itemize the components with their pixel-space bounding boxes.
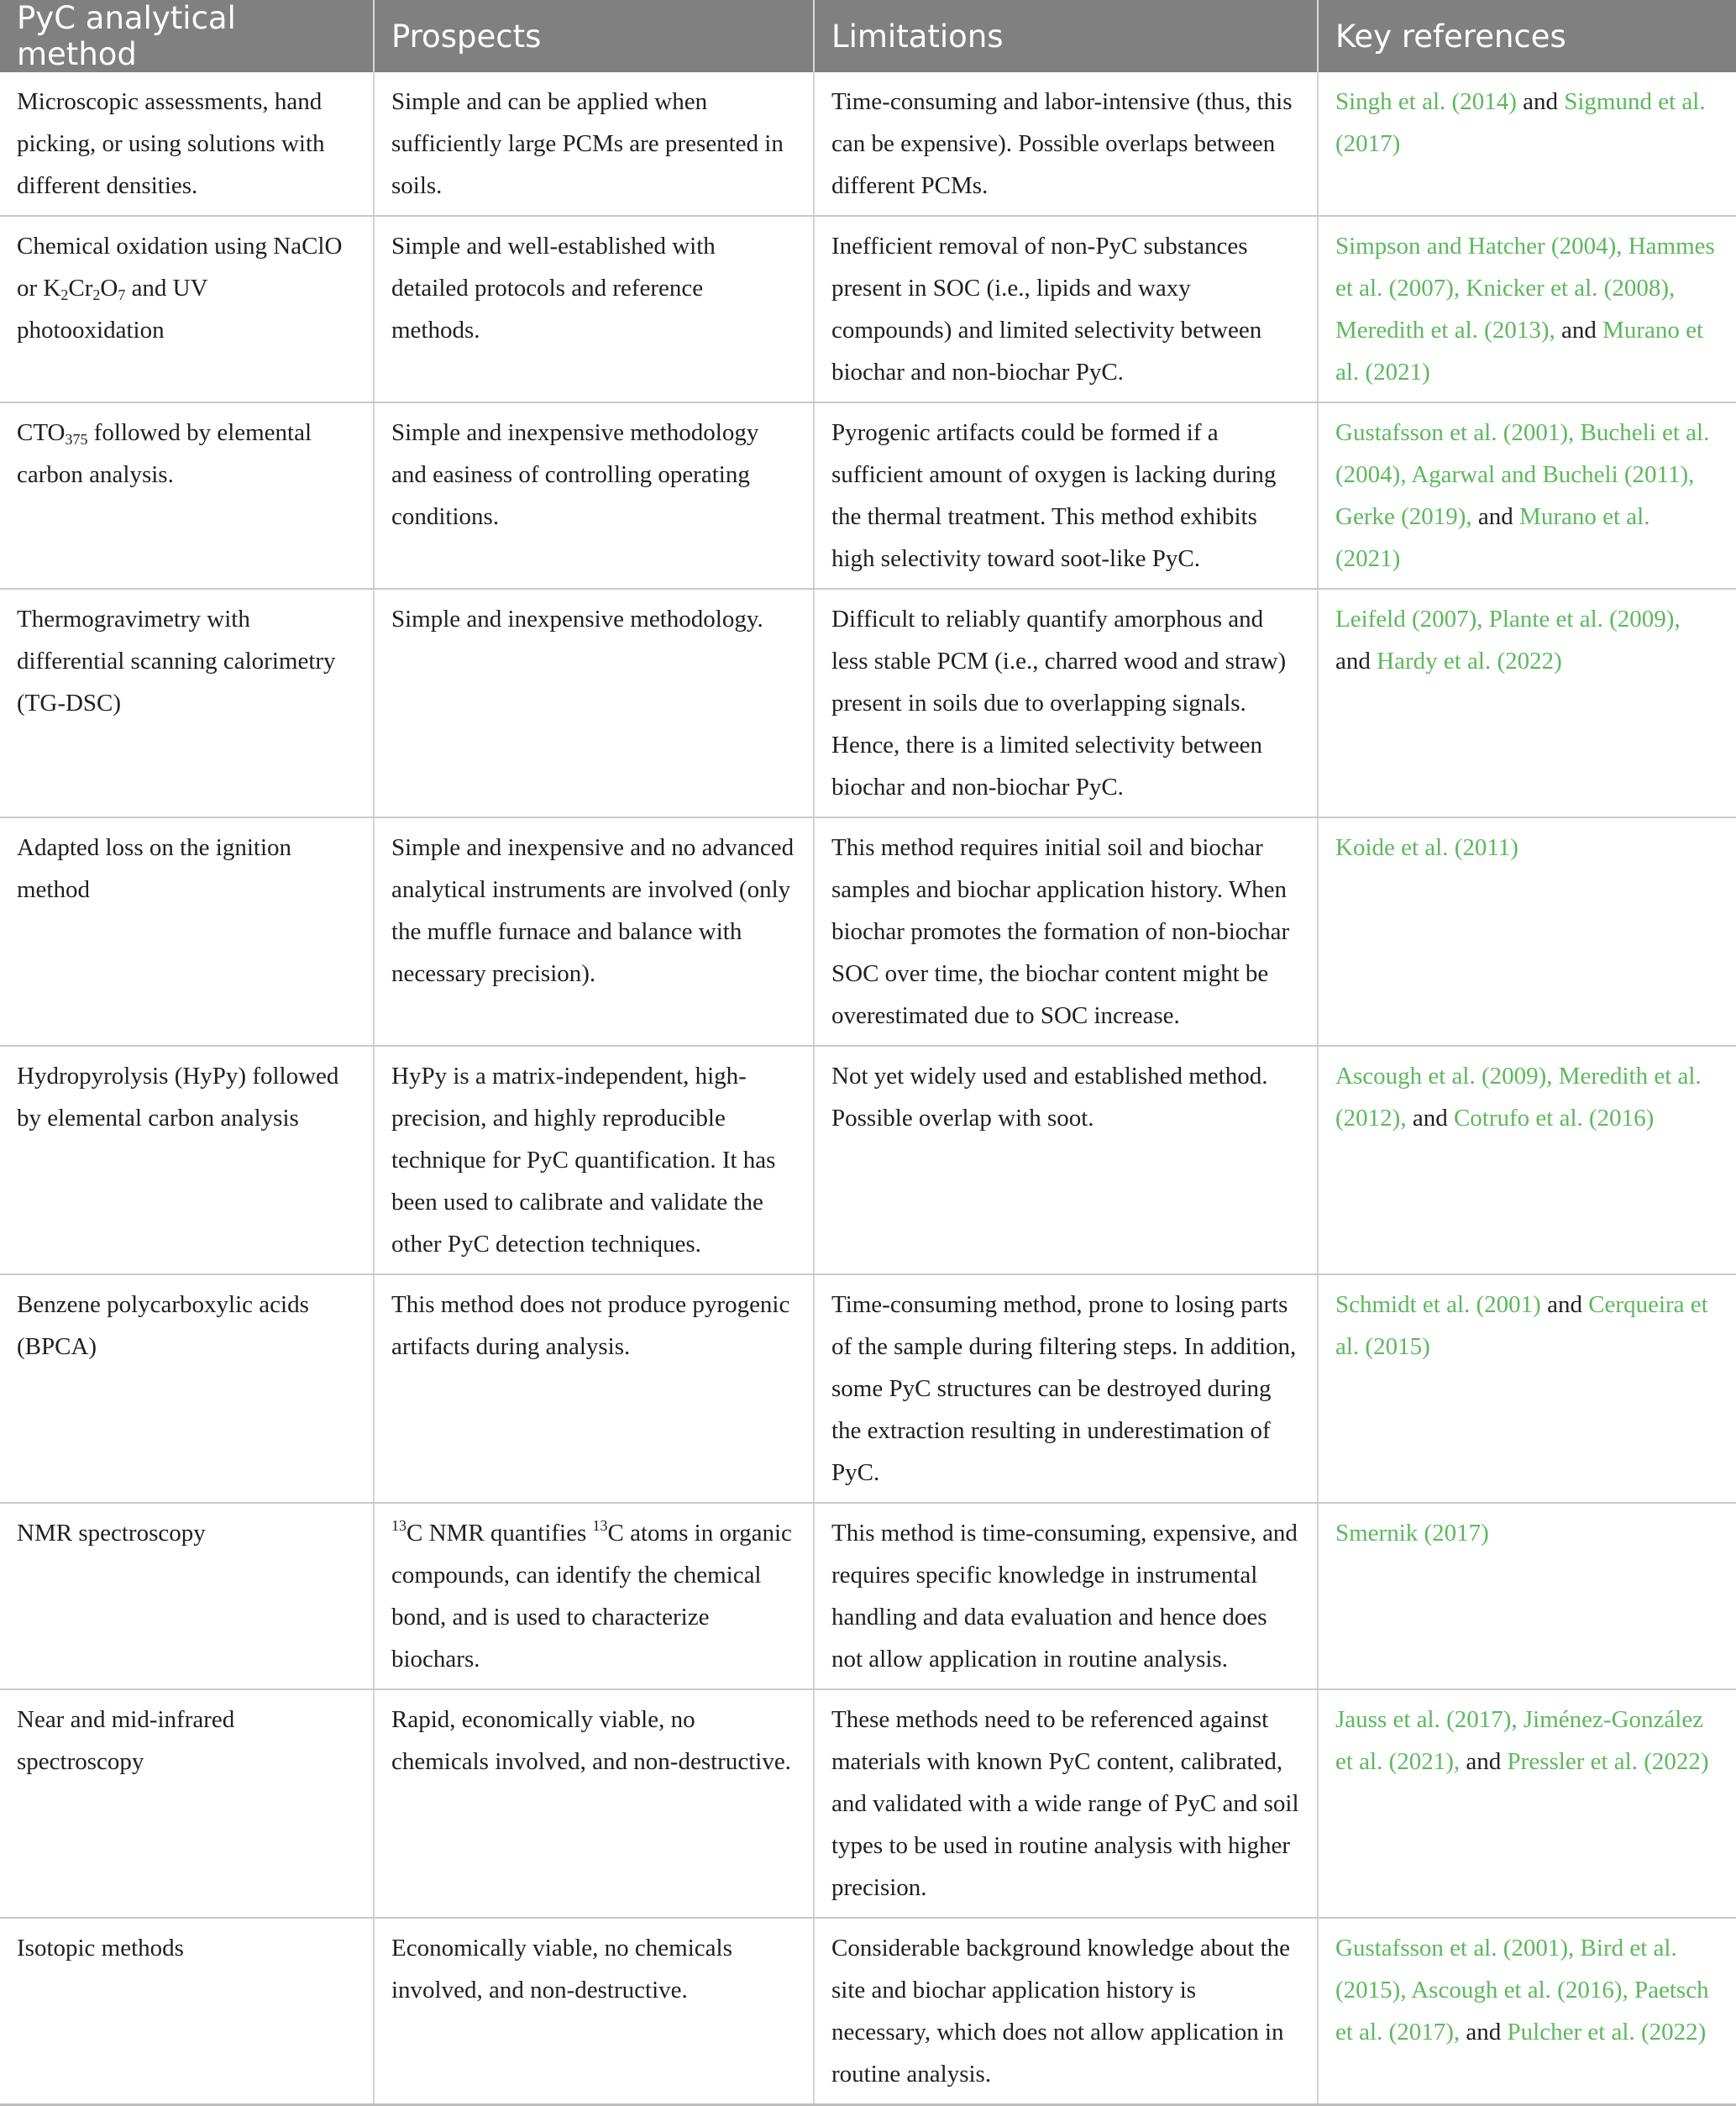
- reference-link[interactable]: Simpson and Hatcher (2004), Hammes et al. (2007), Knicker et al. (2008), Meredith et al. (2013),: [1335, 233, 1715, 344]
- reference-link[interactable]: Jauss et al. (2017), Jiménez-González et al. (2021),: [1335, 1706, 1704, 1775]
- table-header: [0, 0, 1736, 72]
- reference-link[interactable]: Ascough et al. (2009), Meredith et al. (2012),: [1335, 1063, 1702, 1132]
- superscript: 13: [391, 1517, 406, 1534]
- subscript: 2: [60, 286, 69, 303]
- reference-connector: and: [1523, 88, 1558, 115]
- method-text: O: [100, 275, 118, 302]
- references-cell: [1318, 589, 1736, 817]
- prospects-cell: Rapid, economically viable, no chemicals involved, and non-destructive.: [374, 1689, 814, 1918]
- subscript: 2: [92, 286, 101, 303]
- method-text: Cr: [68, 275, 93, 302]
- method-cell: Adapted loss on the ignition method: [0, 817, 374, 1046]
- reference-link[interactable]: Smernik (2017): [1335, 1520, 1489, 1547]
- reference-link[interactable]: Koide et al. (2011): [1335, 834, 1518, 861]
- references-cell: [1318, 1689, 1736, 1918]
- references-cell: [1318, 402, 1736, 589]
- table-row: [0, 1503, 1736, 1689]
- prospects-cell: HyPy is a matrix-independent, high-precision, and highly reproducible technique for PyC quantification. It has been used to calibrate and validate the other PyC detection techniques.: [374, 1046, 814, 1274]
- table-row: [0, 1274, 1736, 1503]
- subscript: 375: [65, 431, 88, 448]
- header-prospects: Prospects: [374, 0, 814, 72]
- limitations-cell: Time-consuming and labor-intensive (thus, this can be expensive). Possible overlaps between different PCMs.: [814, 72, 1318, 216]
- table-row: [0, 589, 1736, 817]
- limitations-cell: Considerable background knowledge about the site and biochar application history is necessary, which does not allow application in routine analysis.: [814, 1918, 1318, 2105]
- prospects-cell: Economically viable, no chemicals involved, and non-destructive.: [374, 1918, 814, 2105]
- prospects-text: C NMR quantifies: [406, 1520, 593, 1547]
- prospects-cell: Simple and can be applied when sufficiently large PCMs are presented in soils.: [374, 72, 814, 216]
- prospects-cell: [374, 1503, 814, 1689]
- reference-link[interactable]: Murano et al. (2021): [1335, 317, 1704, 386]
- reference-link[interactable]: Murano et al. (2021): [1335, 503, 1650, 572]
- reference-link[interactable]: Cerqueira et al. (2015): [1335, 1291, 1708, 1360]
- references-cell: [1318, 216, 1736, 402]
- method-text: and UV photooxidation: [17, 275, 208, 344]
- reference-link[interactable]: Sigmund et al. (2017): [1335, 88, 1706, 157]
- reference-link[interactable]: Cotrufo et al. (2016): [1453, 1105, 1655, 1132]
- method-cell: Near and mid-infrared spectroscopy: [0, 1689, 374, 1918]
- method-text: CTO: [17, 419, 66, 446]
- prospects-cell: Simple and inexpensive and no advanced analytical instruments are involved (only the muffle furnace and balance with necessary precision).: [374, 817, 814, 1046]
- limitations-cell: These methods need to be referenced against materials with known PyC content, calibrated, and validated with a wide range of PyC and soil types to be used in routine analysis with higher precision.: [814, 1689, 1318, 1918]
- reference-link[interactable]: Schmidt et al. (2001): [1335, 1291, 1541, 1318]
- limitations-cell: Pyrogenic artifacts could be formed if a sufficient amount of oxygen is lacking during the thermal treatment. This method exhibits high selectivity toward soot-like PyC.: [814, 402, 1318, 589]
- reference-connector: and: [1477, 503, 1513, 530]
- table-row: [0, 216, 1736, 402]
- references-cell: [1318, 1274, 1736, 1503]
- reference-link[interactable]: Leifeld (2007), Plante et al. (2009),: [1335, 606, 1681, 633]
- references-cell: [1318, 1046, 1736, 1274]
- prospects-cell: Simple and inexpensive methodology.: [374, 589, 814, 817]
- prospects-text: C atoms in organic compounds, can identify the chemical bond, and is used to characterize biochars.: [391, 1520, 792, 1673]
- references-cell: [1318, 72, 1736, 216]
- superscript: 13: [592, 1517, 608, 1534]
- header-limitations: Limitations: [814, 0, 1318, 72]
- header-method: PyC analytical method: [0, 0, 374, 72]
- references-cell: [1318, 1918, 1736, 2105]
- limitations-cell: This method is time-consuming, expensive, and requires specific knowledge in instrumental handling and data evaluation and hence does not allow application in routine analysis.: [814, 1503, 1318, 1689]
- header-row: [0, 0, 1736, 72]
- reference-connector: and: [1412, 1105, 1448, 1132]
- method-cell: NMR spectroscopy: [0, 1503, 374, 1689]
- table-body: [0, 72, 1736, 2105]
- method-cell: Benzene polycarboxylic acids (BPCA): [0, 1274, 374, 1503]
- method-cell: Thermogravimetry with differential scanning calorimetry (TG-DSC): [0, 589, 374, 817]
- limitations-cell: Not yet widely used and established method. Possible overlap with soot.: [814, 1046, 1318, 1274]
- references-cell: [1318, 817, 1736, 1046]
- limitations-cell: Inefficient removal of non-PyC substances present in SOC (i.e., lipids and waxy compounds) and limited selectivity between biochar and non-biochar PyC.: [814, 216, 1318, 402]
- limitations-cell: Difficult to reliably quantify amorphous and less stable PCM (i.e., charred wood and straw) present in soils due to overlapping signals. Hence, there is a limited selectivity between biochar and non-biochar PyC.: [814, 589, 1318, 817]
- limitations-cell: Time-consuming method, prone to losing parts of the sample during filtering steps. In addition, some PyC structures can be destroyed during the extraction resulting in underestimation of PyC.: [814, 1274, 1318, 1503]
- reference-connector: and: [1335, 648, 1371, 675]
- prospects-cell: This method does not produce pyrogenic artifacts during analysis.: [374, 1274, 814, 1503]
- reference-link[interactable]: Gustafsson et al. (2001), Bird et al. (2015), Ascough et al. (2016), Paetsch et al. (2017),: [1335, 1935, 1709, 2046]
- limitations-cell: This method requires initial soil and biochar samples and biochar application history. When biochar promotes the formation of non-biochar SOC over time, the biochar content might be overestimated due to SOC increase.: [814, 817, 1318, 1046]
- table-row: [0, 402, 1736, 589]
- method-cell: [0, 216, 374, 402]
- reference-connector: and: [1466, 2019, 1502, 2046]
- table-row: [0, 1918, 1736, 2105]
- reference-connector: and: [1560, 317, 1597, 344]
- reference-connector: and: [1547, 1291, 1582, 1318]
- method-text: Chemical oxidation using NaClO or K: [17, 233, 343, 302]
- reference-connector: and: [1466, 1748, 1502, 1775]
- method-cell: Isotopic methods: [0, 1918, 374, 2105]
- reference-link[interactable]: Hardy et al. (2022): [1377, 648, 1562, 675]
- method-cell: [0, 402, 374, 589]
- method-cell: Hydropyrolysis (HyPy) followed by elemental carbon analysis: [0, 1046, 374, 1274]
- subscript: 7: [118, 286, 126, 303]
- reference-link[interactable]: Singh et al. (2014): [1335, 88, 1517, 115]
- reference-link[interactable]: Pressler et al. (2022): [1507, 1748, 1709, 1775]
- reference-link[interactable]: Pulcher et al. (2022): [1507, 2019, 1707, 2046]
- header-references: Key references: [1318, 0, 1736, 72]
- reference-link[interactable]: Gustafsson et al. (2001), Bucheli et al. (2004), Agarwal and Bucheli (2011), Gerke (2019),: [1335, 419, 1710, 530]
- references-cell: [1318, 1503, 1736, 1689]
- table-row: [0, 72, 1736, 216]
- table-row: [0, 1689, 1736, 1918]
- table-row: [0, 1046, 1736, 1274]
- method-text: followed by elemental carbon analysis.: [17, 419, 312, 488]
- prospects-cell: Simple and well-established with detailed protocols and reference methods.: [374, 216, 814, 402]
- prospects-cell: Simple and inexpensive methodology and easiness of controlling operating conditions.: [374, 402, 814, 589]
- method-cell: Microscopic assessments, hand picking, or using solutions with different densities.: [0, 72, 374, 216]
- table-row: [0, 817, 1736, 1046]
